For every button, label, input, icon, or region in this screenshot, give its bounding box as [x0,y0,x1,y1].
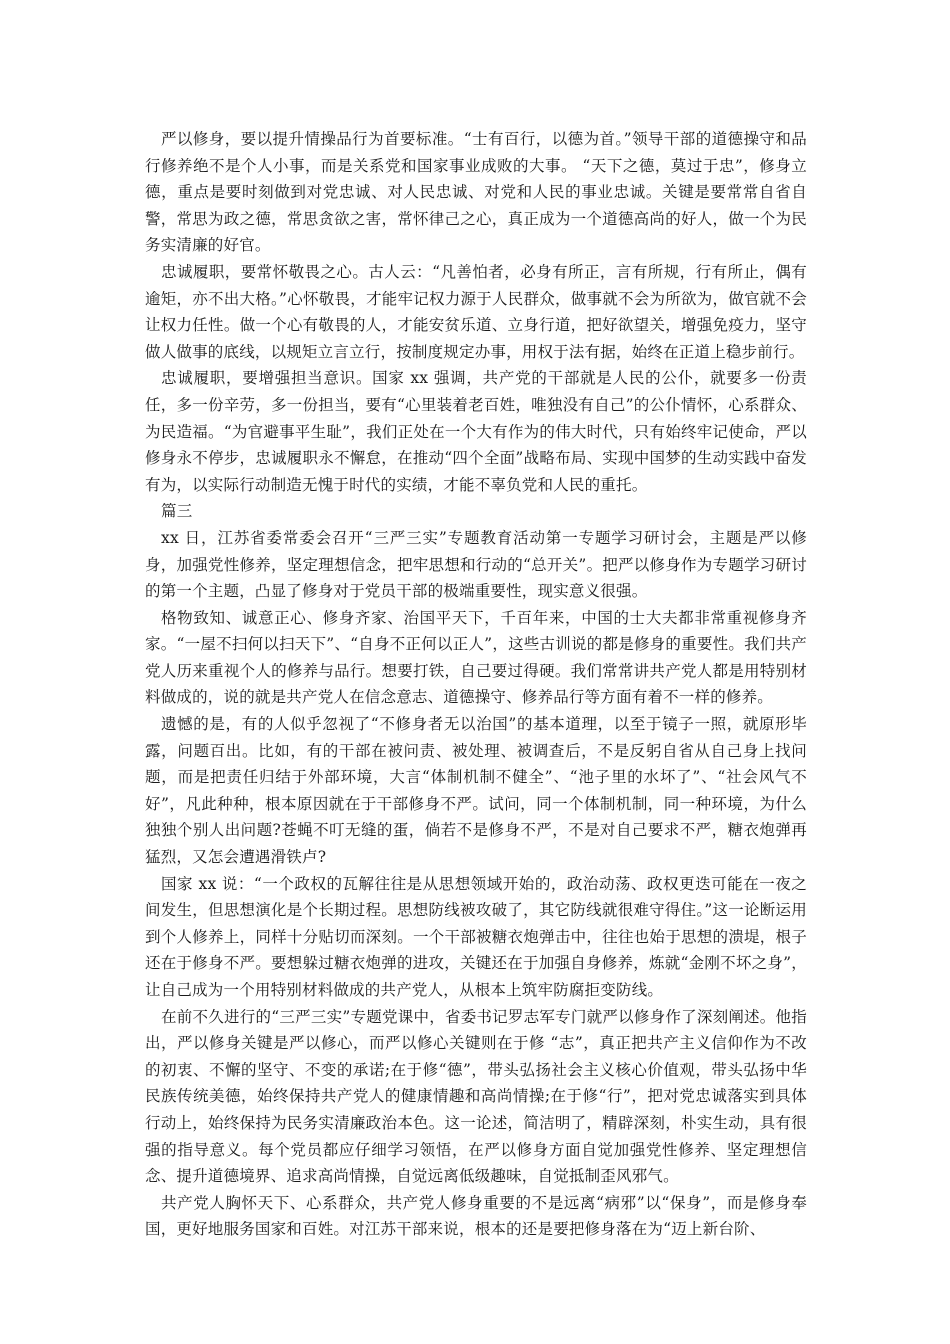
paragraph-7: 国家 xx 说：“一个政权的瓦解往往是从思想领域开始的，政治动荡、政权更迭可能在一夜之间发生，但思想演化是个长期过程。思想防线被攻破了，其它防线就很难守得住。”这一论断运用到个人修养上，同样十分贴切而深刻。一个干部被糖衣炮弹击中，往往也始于思想的溃堤，根子还在于修身不严。要想躲过糖衣炮弹的进攻，关键还在于加强自身修养，炼就“金刚不坏之身”，让自己成为一个用特别材料做成的共产党人，从根本上筑牢防腐拒变防线。 [145,874,807,999]
section-heading: 篇三 [161,502,193,521]
paragraph-2: 忠诚履职，要常怀敬畏之心。古人云：“凡善怕者，必身有所正，言有所规，行有所止，偶有逾矩，亦不出大格。”心怀敬畏，才能牢记权力源于人民群众，做事就不会为所欲为，做官就不会让权力任性。做一个心有敬畏的人，才能安贫乐道、立身行道，把好欲望关，增强免疫力，坚守做人做事的底线，以规矩立言立行，按制度规定办事，用权于法有据，始终在正道上稳步前行。 [145,262,807,361]
paragraph-6: 遗憾的是，有的人似乎忽视了“不修身者无以治国”的基本道理，以至于镜子一照，就原形毕露，问题百出。比如，有的干部在被问责、被处理、被调查后，不是反躬自省从自己身上找问题，而是把责任归结于外部环境，大言“体制机制不健全”、“池子里的水坏了”、“社会风气不好”，凡此种种，根本原因就在于干部修身不严。试问，同一个体制机制，同一种环境，为什么独独个别人出问题?苍蝇不叮无缝的蛋，倘若不是修身不严，不是对自己要求不严，糖衣炮弹再猛烈，又怎会遭遇滑铁卢? [145,715,807,867]
paragraph-9: 共产党人胸怀天下、心系群众，共产党人修身重要的不是远离“病邪”以“保身”，而是修身奉国，更好地服务国家和百姓。对江苏干部来说，根本的还是要把修身落在为“迈上新台阶、 [145,1193,807,1239]
document-body [145,126,807,1243]
paragraph-3: 忠诚履职，要增强担当意识。国家 xx 强调，共产党的干部就是人民的公仆，就要多一份责任，多一份辛劳，多一份担当，要有“心里装着老百姓，唯独没有自己”的公仆情怀，心系群众、为民造福。“为官避事平生耻”，我们正处在一个大有作为的伟大时代，只有始终牢记使命，严以修身永不停步，忠诚履职永不懈怠，在推动“四个全面”战略布局、实现中国梦的生动实践中奋发有为，以实际行动制造无愧于时代的实绩，才能不辜负党和人民的重托。 [145,369,807,494]
paragraph-5: 格物致知、诚意正心、修身齐家、治国平天下，千百年来，中国的士大夫都非常重视修身齐家。“一屋不扫何以扫天下”、“自身不正何以正人”，这些古训说的都是修身的重要性。我们共产党人历来重视个人的修养与品行。想要打铁，自己要过得硬。我们常常讲共产党人都是用特别材料做成的，说的就是共产党人在信念意志、道德操守、修养品行等方面有着不一样的修养。 [145,608,807,707]
paragraph-8: 在前不久进行的“三严三实”专题党课中，省委书记罗志军专门就严以修身作了深刻阐述。他指出，严以修身关键是严以修心，而严以修心关键则在于修 “志”，真正把共产主义信仰作为不改的初衷、不懈的坚守、不变的承诺;在于修“德”，带头弘扬社会主义核心价值观，带头弘扬中华民族传统美德，始终保持共产党人的健康情趣和高尚情操;在于修“行”，把对党忠诚落实到具体行动上，始终保持为民务实清廉政治本色。这一论述，简洁明了，精辟深刻，朴实生动，具有很强的指导意义。每个党员都应仔细学习领悟，在严以修身方面自觉加强党性修养、坚定理想信念、提升道德境界、追求高尚情操，自觉远离低级趣味，自觉抵制歪风邪气。 [145,1007,807,1186]
paragraph-4: xx 日，江苏省委常委会召开“三严三实”专题教育活动第一专题学习研讨会，主题是严以修身，加强党性修养，坚定理想信念，把牢思想和行动的“总开关”。把严以修身作为专题学习研讨的第一个主题，凸显了修身对于党员干部的极端重要性，现实意义很强。 [145,528,807,601]
paragraph-1: 严以修身，要以提升情操品行为首要标准。“士有百行，以德为首。”领导干部的道德操守和品行修养绝不是个人小事，而是关系党和国家事业成败的大事。 “天下之德，莫过于忠”，修身立德，重点是要时刻做到对党忠诚、对人民忠诚、对党和人民的事业忠诚。关键是要常常自省自警，常思为政之德，常思贪欲之害，常怀律己之心，真正成为一个道德高尚的好人，做一个为民务实清廉的好官。 [145,130,807,255]
